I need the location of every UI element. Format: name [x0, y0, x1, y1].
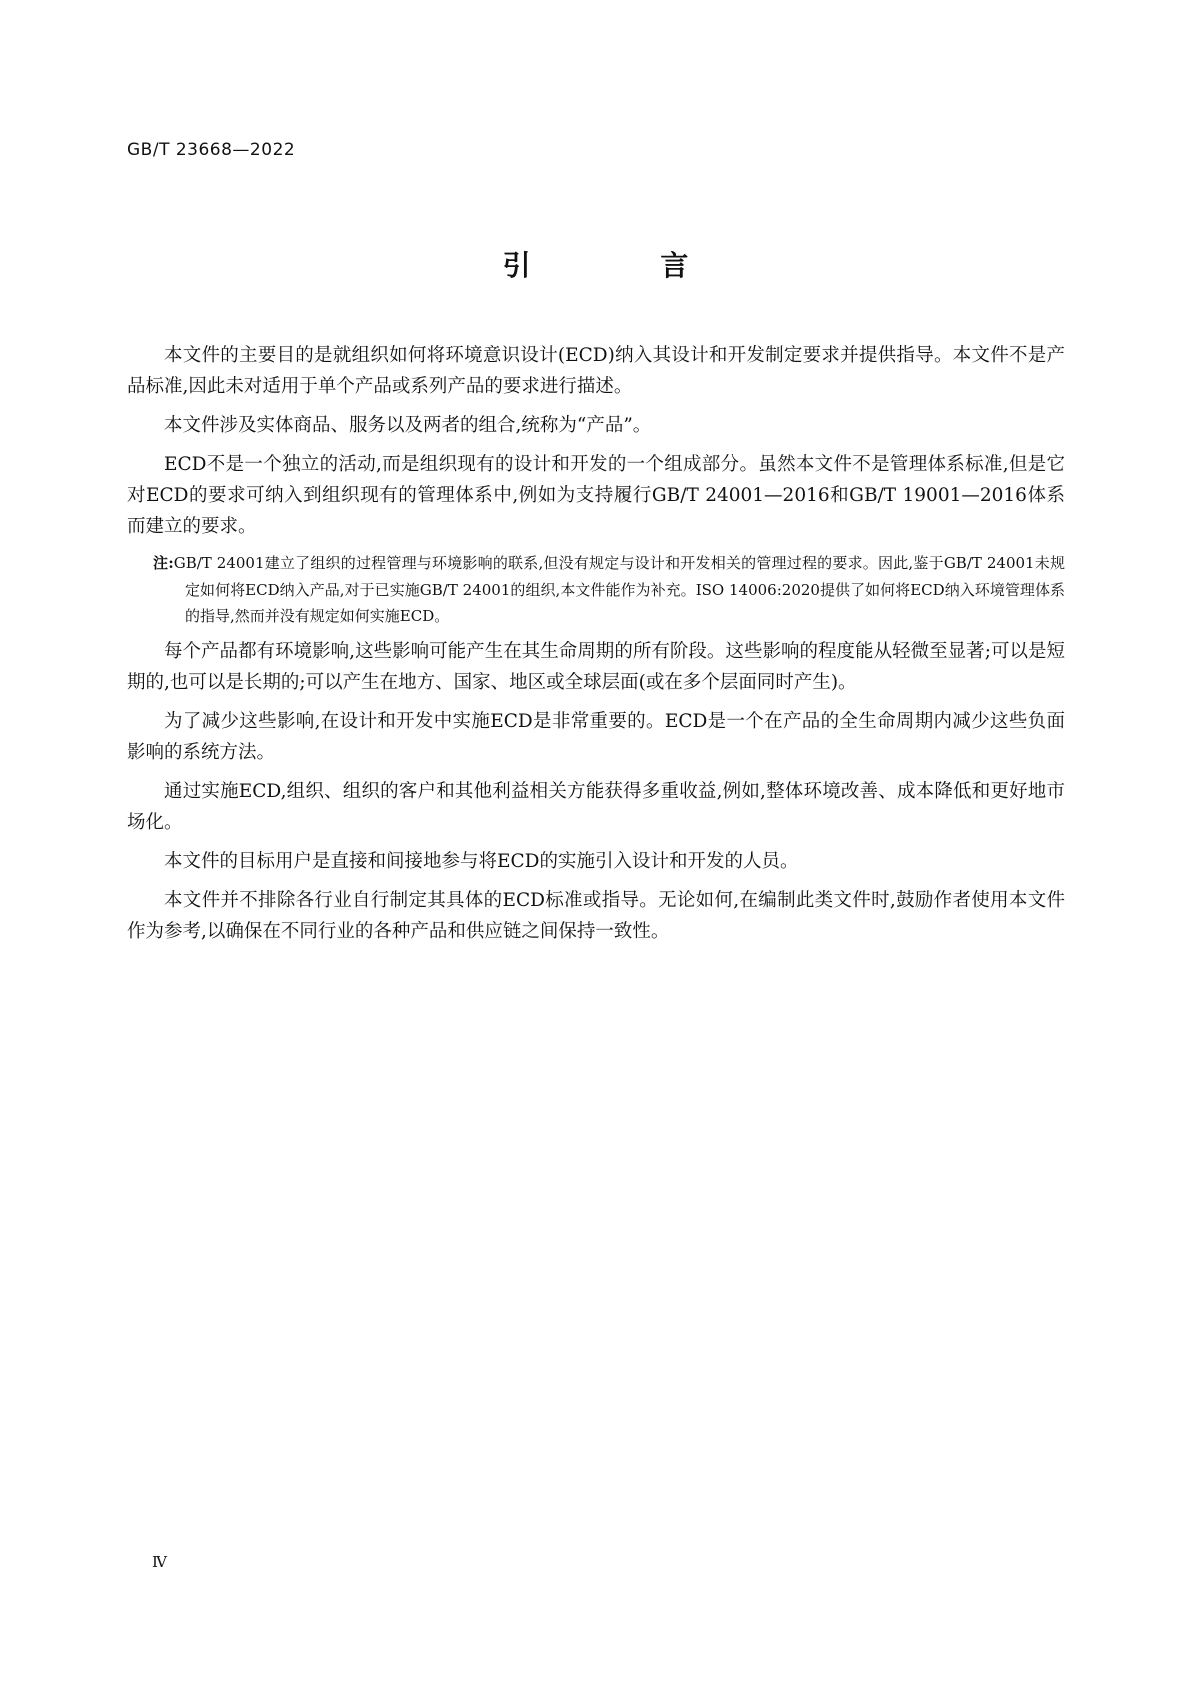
body-text — [127, 340, 1065, 955]
paragraph-ecd-importance: 为了减少这些影响,在设计和开发中实施ECD是非常重要的。ECD是一个在产品的全生命周期内减少这些负面影响的系统方法。 — [127, 710, 1065, 763]
paragraph-industry-standards: 本文件并不排除各行业自行制定其具体的ECD标准或指导。无论如何,在编制此类文件时,鼓励作者使用本文件作为参考,以确保在不同行业的各种产品和供应链之间保持一致性。 — [127, 889, 1065, 942]
paragraph-ecd-integration: ECD不是一个独立的活动,而是组织现有的设计和开发的一个组成部分。虽然本文件不是管理体系标准,但是它对ECD的要求可纳入到组织现有的管理体系中,例如为支持履行GB/T 24001—2016和GB/T 19001—2016体系而建立的要求。 — [127, 454, 1065, 537]
paragraph-environmental-impact: 每个产品都有环境影响,这些影响可能产生在其生命周期的所有阶段。这些影响的程度能从轻微至显著;可以是短期的,也可以是长期的;可以产生在地方、国家、地区或全球层面(或在多个层面同时产生)。 — [127, 640, 1065, 693]
paragraph-purpose: 本文件的主要目的是就组织如何将环境意识设计(ECD)纳入其设计和开发制定要求并提供指导。本文件不是产品标准,因此未对适用于单个产品或系列产品的要求进行描述。 — [127, 345, 1065, 397]
page-number: Ⅳ — [152, 1553, 167, 1571]
note — [127, 550, 1065, 630]
standard-code: GB/T 23668—2022 — [127, 140, 296, 160]
note-text: GB/T 24001建立了组织的过程管理与环境影响的联系,但没有规定与设计和开发相关的管理过程的要求。因此,鉴于GB/T 24001未规定如何将ECD纳入产品,对于已实施GB/T 24001的组织,本文件能作为补充。ISO 14006:2020提供了如何将ECD纳入环境管理体系的指导,然而并没有规定如何实施ECD。 — [173, 554, 1065, 625]
paragraph-target-users: 本文件的目标用户是直接和间接地参与将ECD的实施引入设计和开发的人员。 — [164, 850, 799, 872]
paragraph-scope: 本文件涉及实体商品、服务以及两者的组合,统称为“产品”。 — [164, 415, 652, 436]
note-label: 注: — [153, 554, 174, 572]
page-title: 引 言 — [502, 249, 749, 282]
paragraph-benefits: 通过实施ECD,组织、组织的客户和其他利益相关方能获得多重收益,例如,整体环境改善、成本降低和更好地市场化。 — [127, 780, 1065, 833]
